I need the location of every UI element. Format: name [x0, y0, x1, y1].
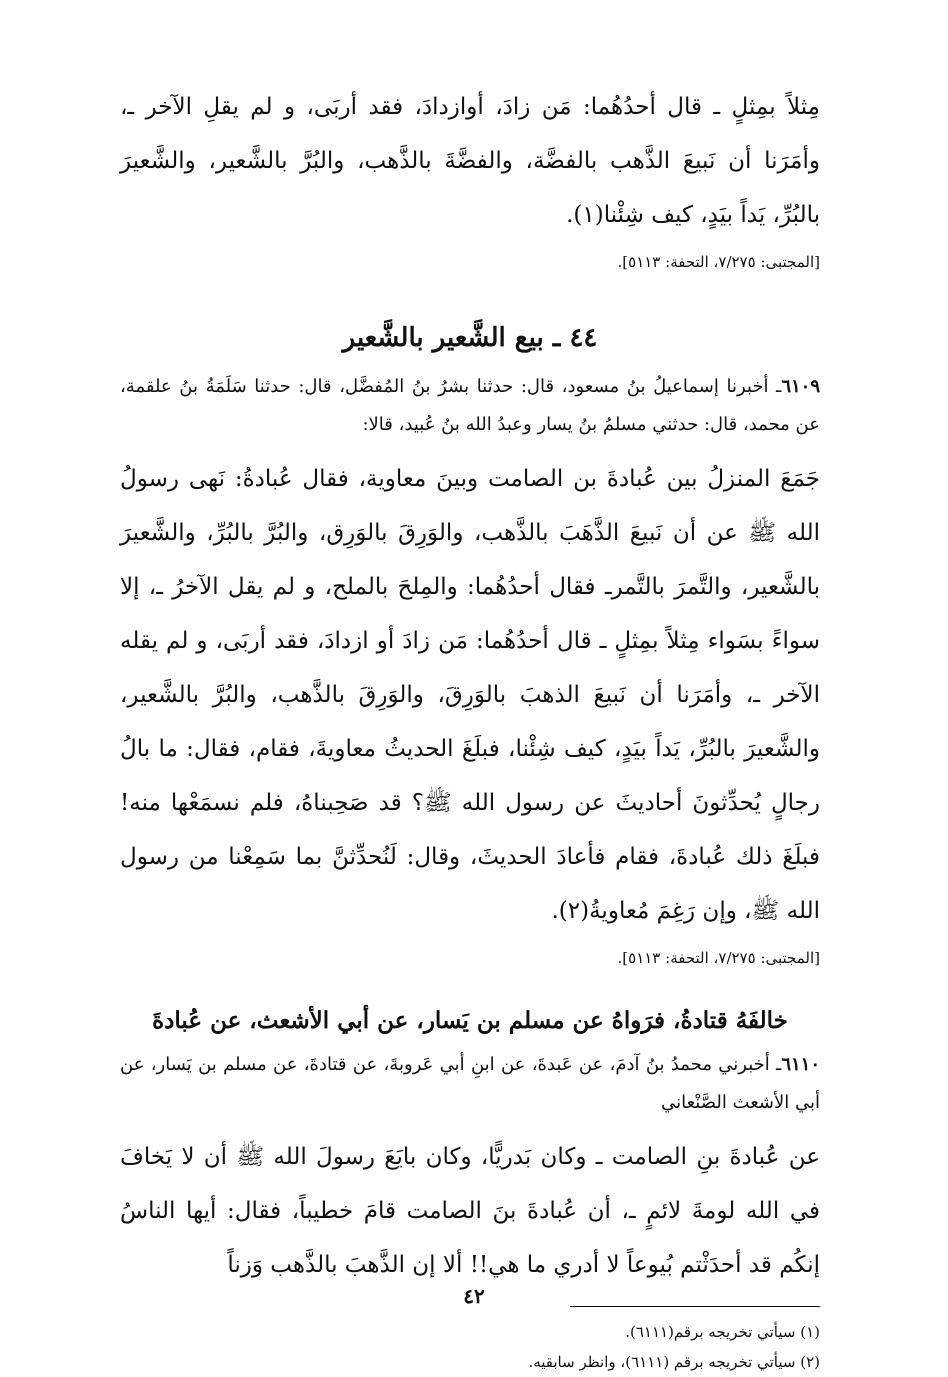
hadith-chain [120, 368, 820, 444]
footnote: (٢) سيأتي تخريجه برقم (٦١١١)، وانظر سابقيه. [528, 1353, 820, 1371]
hadith-chain [120, 1046, 820, 1122]
continued-hadith-text: مِثلاً بمِثلٍ ـ قال أحدُهُما: مَن زادَ، أوازدادَ، فقد أربَى، و لم يقلِ الآخر ـ، وأمَرَنا أن نَبيعَ الذَّهب بالفضَّة، والفضَّةَ بالذَّهب، والبُرَّ بالشَّعير، والشَّعيرَ بالبُرِّ، يَداً بيَدٍ، كيف شِئْنا(١). [120, 94, 820, 228]
footnote: (١) سيأتي تخريجه برقم(٦١١١). [625, 1323, 820, 1341]
hadith-isnad: ـ أخبرنا إسماعيلُ بنُ مسعود، قال: حدثنا بشرُ بنُ المُفضَّل، قال: حدثنا سَلَمَةُ بنُ علقمة، عن محمد، قال: حدثني مسلمُ بنُ يسار وعبدُ الله بنُ عُبيد، قالا: [120, 376, 820, 435]
hadith-text: جَمَعَ المنزلُ بين عُبادةَ بن الصامت وبينَ معاوية، فقال عُبادةُ: نَهى رسولُ الله ﷺ عن أن نَبيعَ الذَّهَبَ بالذَّهب، والوَرِقَ بالوَرِق، والبُرَّ بالبُرِّ، والشَّعيرَ بالشَّعير، والتَّمرَ بالتَّمرـ فقال أحدُهُما: والمِلحَ بالملح، و لم يقل الآخرُ ـ، إلا سواءً بسَواء مِثلاً بمِثلٍ ـ قال أحدُهُما: مَن زادَ أو ازدادَ، فقد أربَى، و لم يقله الآخر ـ، وأمَرَنا أن نَبيعَ الذهبَ بالوَرِقَ، والوَرِقَ بالذَّهب، والبُرَّ بالشَّعير، والشَّعيرَ بالبُرِّ، يَداً بيَدٍ، كيف شِئْنا، فبلَغَ الحديثُ معاويةَ، فقام، فقال: ما بالُ رجالٍ يُحدِّثونَ أحاديثَ عن رسول الله ﷺ؟ قد صَحِبناهُ، فلم نسمَعْها منه! فبلَغَ ذلك عُبادةَ، فقام فأعادَ الحديثَ، وقال: لَنُحدِّثنَّ بما سَمِعْنا من رسول الله ﷺ، وإن رَغِمَ مُعاويةُ(٢). [120, 466, 820, 924]
subsection-title: خالفَهُ قتادةُ، فرَواهُ عن مسلم بن يَسار، عن أبي الأشعث، عن عُبادةَ [152, 1007, 788, 1034]
hadith-reference: [المجتبى: ٧/٢٧٥، التحفة: ٥١١٣]. [617, 253, 820, 271]
page-number: ٤٢ [463, 1284, 485, 1308]
section-title: ٤٤ ـ بيع الشَّعير بالشَّعير [342, 323, 598, 353]
hadith-reference: [المجتبى: ٧/٢٧٥، التحفة: ٥١١٣]. [617, 949, 820, 967]
hadith-number: ٦١١٠ [781, 1054, 820, 1075]
hadith-isnad: ـ أخبرني محمدُ بنُ آدمَ، عن عَبدةَ، عن ابنِ أبي عَروبةَ، عن قتادةَ، عن مسلم بن يَسار، عن أبي الأشعث الصَّنْعاني [120, 1054, 820, 1113]
hadith-text: عن عُبادةَ بنِ الصامت ـ وكان بَدريًّا، وكان بايَعَ رسولَ الله ﷺ أن لا يَخافَ في الله لومةَ لائمٍ ـ، أن عُبادةَ بنَ الصامت قامَ خطيباً، فقال: أيها الناسُ إنكُم قد أحدَثْتم بُيوعاً لا أدري ما هي!! ألا إن الذَّهبَ بالذَّهب وَزناً [120, 1144, 820, 1278]
hadith-number: ٦١٠٩ [781, 376, 820, 397]
